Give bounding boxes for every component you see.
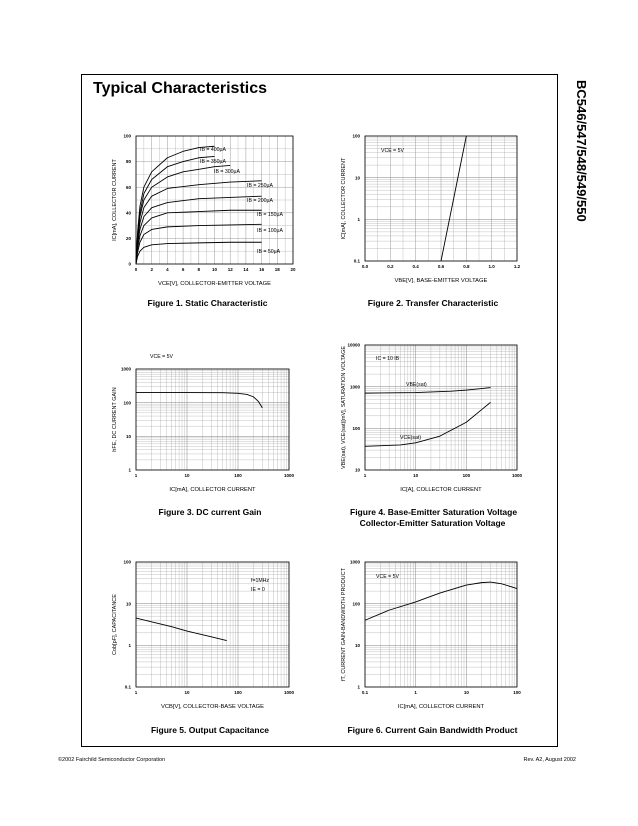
fig2-chart bbox=[341, 134, 521, 284]
fig6-y-axis-label: fT, CURRENT GAIN-BANDWIDTH PRODUCT bbox=[341, 568, 347, 681]
fig2-y-tick-label: 100 bbox=[352, 133, 360, 139]
caption-line: Figure 6. Current Gain Bandwidth Product bbox=[347, 725, 518, 735]
fig4-x-tick-label: 100 bbox=[462, 473, 471, 478]
fig3-y-tick-label: 1000 bbox=[120, 366, 131, 372]
fig6-y-tick-label: 100 bbox=[352, 601, 360, 607]
figure-6-caption bbox=[345, 725, 520, 735]
fig4-y-tick-label: 10 bbox=[354, 467, 360, 473]
fig5-y-tick-label: 100 bbox=[123, 559, 131, 565]
fig1-x-tick-label: 10 bbox=[211, 267, 218, 272]
fig4-y-axis-label: VBE(sat), VCE(sat)[mV], SATURATION VOLTAGE bbox=[341, 345, 347, 470]
footer-copyright: ©2002 Fairchild Semiconductor Corporation bbox=[58, 757, 166, 763]
fig1-x-tick-label: 16 bbox=[259, 267, 265, 272]
fig6-x-tick-label: 10 bbox=[463, 690, 469, 695]
fig5-x-tick-label: 1 bbox=[134, 690, 138, 695]
fig4-chart bbox=[341, 343, 523, 493]
figure-5-caption bbox=[145, 725, 275, 735]
fig4-y-tick-label: 100 bbox=[352, 425, 360, 431]
figure-3-caption bbox=[145, 507, 275, 517]
fig6-x-tick-label: 0.1 bbox=[361, 690, 369, 695]
fig3-x-tick-label: 1 bbox=[134, 473, 138, 478]
fig3-y-tick-label: 1 bbox=[128, 467, 131, 473]
fig5-y-tick-label: 1 bbox=[128, 642, 131, 648]
fig4-x-tick-label: 1 bbox=[363, 473, 367, 478]
fig3-plot-frame bbox=[136, 369, 289, 470]
fig1-y-tick-label: 100 bbox=[123, 133, 131, 139]
fig4-annotation: IC = 10 IB bbox=[376, 356, 400, 362]
part-number: BC546/547/548/549/550 bbox=[574, 80, 589, 222]
fig5-y-tick-label: 0.1 bbox=[124, 684, 131, 690]
fig1-series-label: IB = 300μA bbox=[214, 169, 240, 175]
page-title: Typical Characteristics bbox=[93, 80, 268, 97]
fig1-series-label: IB = 150μA bbox=[257, 212, 283, 218]
fig3-x-tick-label: 100 bbox=[234, 473, 242, 478]
fig1-x-tick-label: 14 bbox=[243, 267, 249, 272]
fig1-chart bbox=[112, 134, 296, 287]
fig3-chart bbox=[112, 367, 295, 493]
fig4-grid bbox=[365, 345, 517, 470]
fig1-y-axis-label: IC[mA], COLLECTOR CURRENT bbox=[112, 159, 118, 241]
fig5-x-tick-label: 100 bbox=[234, 690, 242, 695]
fig3-grid bbox=[136, 369, 289, 470]
fig2-x-tick-label: 1.0 bbox=[488, 264, 495, 269]
fig3-y-tick-label: 10 bbox=[125, 433, 131, 439]
fig5-x-axis-label: VCB[V], COLLECTOR-BASE VOLTAGE bbox=[160, 704, 265, 710]
fig3-x-axis-label: IC[mA], COLLECTOR CURRENT bbox=[169, 487, 256, 493]
fig4-x-tick-label: 10 bbox=[413, 473, 419, 478]
fig2-x-tick-label: 0.0 bbox=[361, 264, 369, 269]
fig3-x-tick-label: 10 bbox=[184, 473, 190, 478]
fig5-y-axis-label: Cob[pF], CAPACITANCE bbox=[112, 594, 118, 655]
figure-2-caption bbox=[358, 298, 508, 308]
fig4-series-label: VBE(sat) bbox=[406, 382, 427, 388]
fig1-series-label: IB = 350μA bbox=[200, 159, 226, 165]
fig4-y-tick-label: 10000 bbox=[347, 342, 360, 348]
fig4-y-tick-label: 1000 bbox=[349, 384, 360, 390]
fig4-series-label: VCE(sat) bbox=[400, 435, 422, 441]
fig2-y-axis-label: IC[mA], COLLECTOR CURRENT bbox=[341, 157, 347, 240]
caption-line: Figure 2. Transfer Characteristic bbox=[367, 298, 499, 308]
fig1-series-label: IB = 50μA bbox=[257, 249, 281, 255]
fig6-x-tick-label: 1 bbox=[414, 690, 417, 695]
fig1-x-tick-label: 20 bbox=[290, 267, 296, 272]
caption-line: Collector-Emitter Saturation Voltage bbox=[359, 518, 506, 528]
fig1-series-label: IB = 100μA bbox=[257, 228, 283, 234]
fig1-x-tick-label: 4 bbox=[166, 267, 169, 272]
fig1-y-tick-label: 80 bbox=[125, 159, 131, 165]
fig1-x-tick-label: 12 bbox=[227, 267, 233, 272]
fig4-series-line bbox=[365, 388, 491, 394]
fig6-plot-frame bbox=[365, 562, 517, 687]
fig4-plot-frame bbox=[365, 345, 517, 470]
fig1-x-tick-label: 0 bbox=[134, 267, 138, 272]
fig6-y-tick-label: 1000 bbox=[349, 559, 360, 565]
fig6-x-tick-label: 100 bbox=[513, 690, 521, 695]
fig5-x-tick-label: 10 bbox=[184, 690, 190, 695]
fig1-y-tick-label: 60 bbox=[125, 184, 131, 190]
fig6-chart bbox=[341, 560, 521, 710]
fig6-grid bbox=[365, 562, 517, 687]
fig1-x-axis-label: VCE[V], COLLECTOR-EMITTER VOLTAGE bbox=[157, 281, 272, 287]
fig5-x-tick-label: 1000 bbox=[283, 690, 295, 695]
fig1-y-tick-label: 20 bbox=[125, 236, 131, 241]
fig1-x-tick-label: 2 bbox=[150, 267, 153, 272]
fig5-annotation: IE = 0 bbox=[251, 587, 265, 593]
fig2-annotation: VCE = 5V bbox=[381, 148, 404, 154]
fig2-y-tick-label: 1 bbox=[357, 216, 360, 222]
caption-line: Figure 5. Output Capacitance bbox=[150, 725, 270, 735]
fig2-y-tick-label: 0.1 bbox=[353, 258, 360, 264]
caption-line: Figure 4. Base-Emitter Saturation Voltage bbox=[350, 507, 518, 517]
caption-line: Figure 1. Static Characteristic bbox=[147, 298, 268, 308]
fig1-x-tick-label: 18 bbox=[274, 267, 280, 272]
fig1-series-label: IB = 250μA bbox=[247, 183, 273, 189]
fig4-x-axis-label: IC[A], COLLECTOR CURRENT bbox=[400, 487, 482, 493]
fig1-y-tick-label: 40 bbox=[125, 210, 131, 216]
figure-1-caption bbox=[145, 298, 270, 308]
fig2-x-tick-label: 0.4 bbox=[412, 264, 419, 269]
fig6-series-line bbox=[365, 582, 517, 620]
fig1-series-label: IB = 200μA bbox=[247, 198, 273, 204]
fig3-y-tick-label: 100 bbox=[123, 400, 131, 406]
fig6-y-tick-label: 1 bbox=[357, 684, 360, 690]
figure-4-caption bbox=[350, 507, 518, 529]
fig4-x-tick-label: 1000 bbox=[511, 473, 523, 478]
fig6-x-axis-label: IC[mA], COLLECTOR CURRENT bbox=[397, 704, 485, 710]
fig3-annotation: VCE = 5V bbox=[150, 354, 173, 360]
fig5-y-tick-label: 10 bbox=[125, 601, 131, 607]
fig2-x-tick-label: 0.8 bbox=[463, 264, 470, 269]
caption-line: Figure 3. DC current Gain bbox=[158, 507, 262, 517]
fig6-annotation: VCE = 5V bbox=[376, 574, 399, 580]
fig2-x-tick-label: 0.2 bbox=[387, 264, 394, 269]
fig6-y-tick-label: 10 bbox=[354, 642, 360, 648]
fig2-x-tick-label: 0.6 bbox=[437, 264, 445, 269]
fig4-series-line bbox=[365, 402, 491, 446]
fig1-y-tick-label: 0 bbox=[128, 261, 131, 267]
fig2-y-tick-label: 10 bbox=[354, 175, 360, 181]
fig1-x-tick-label: 6 bbox=[181, 267, 185, 272]
fig3-x-tick-label: 1000 bbox=[283, 473, 295, 478]
fig3-series-line bbox=[136, 393, 262, 408]
footer-revision: Rev. A2, August 2002 bbox=[523, 757, 576, 763]
fig1-series-label: IB = 400μA bbox=[200, 147, 226, 153]
fig2-x-axis-label: VBE[V], BASE-EMITTER VOLTAGE bbox=[394, 278, 488, 284]
fig3-y-axis-label: hFE, DC CURRENT GAIN bbox=[112, 387, 118, 452]
fig2-x-tick-label: 1.2 bbox=[513, 264, 521, 269]
fig5-series-line bbox=[136, 618, 227, 640]
fig5-annotation: f=1MHz bbox=[251, 578, 270, 584]
fig1-x-tick-label: 8 bbox=[197, 267, 201, 272]
fig2-grid bbox=[365, 136, 517, 261]
